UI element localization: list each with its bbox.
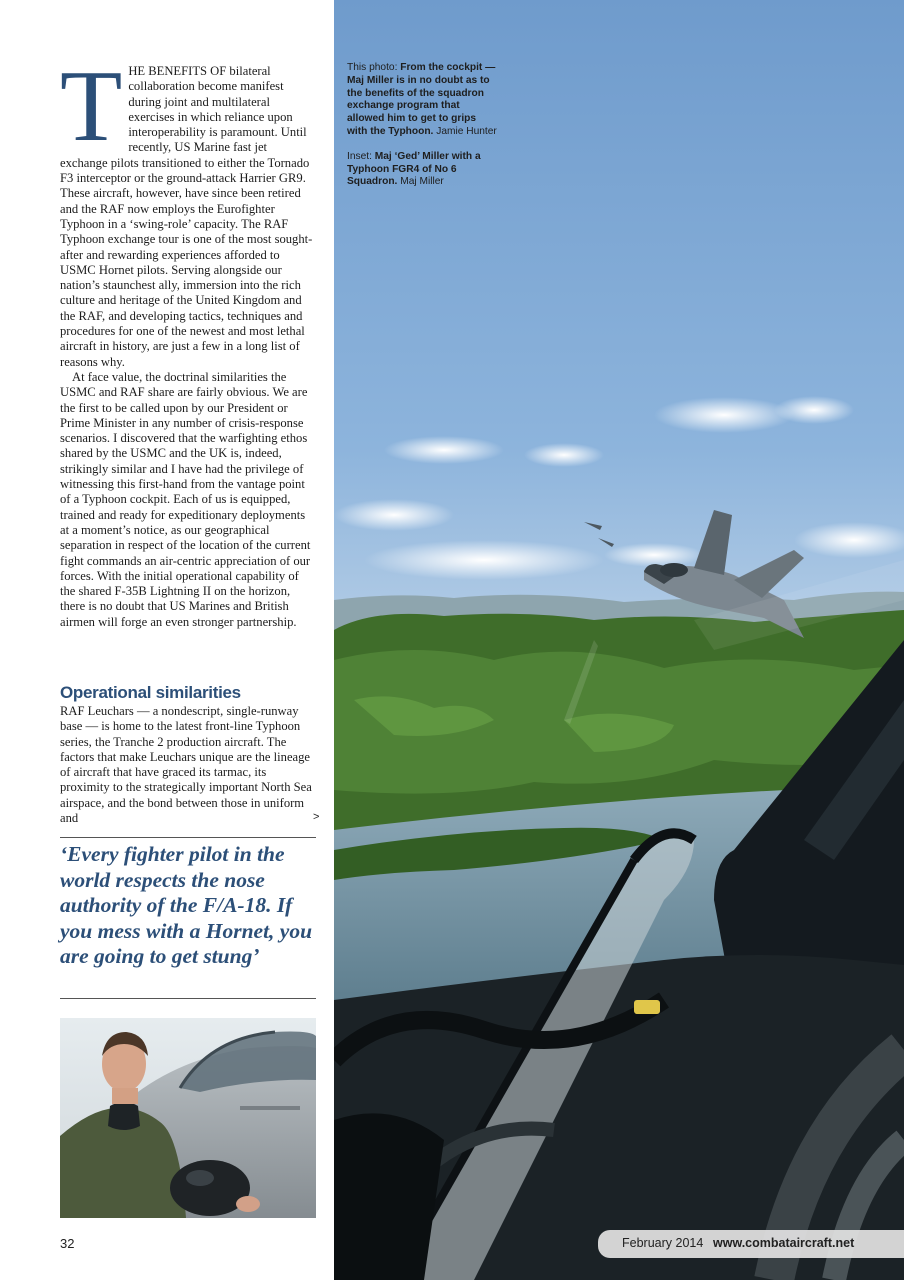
photo-captions xyxy=(347,62,497,201)
inset-photo-caption xyxy=(347,151,497,189)
inset-caption-credit: Maj Miller xyxy=(397,176,444,188)
pullquote-top-rule xyxy=(60,837,316,838)
main-photo-caption xyxy=(347,62,497,139)
drop-cap: T xyxy=(60,50,123,163)
paragraph-3: RAF Leuchars — a nondescript, single-runway base — is home to the latest front-line Typhoon series, the Tranche 2 production aircraft. The factors that make Leuchars unique are the lineage of aircraft that have graced its tarmac, its proximity to the strategically important North Sea airspace, and the bond between those in uniform and xyxy=(60,704,312,826)
inset-caption-prefix: Inset: xyxy=(347,150,375,162)
caption-prefix: This photo: xyxy=(347,62,401,73)
pilot-portrait-image xyxy=(60,1018,316,1218)
paragraph-1 xyxy=(60,50,316,370)
paragraph-1-text: bilateral collaboration become manifest during joint and multilateral exercises in which reliance upon interoperability is paramount. Until recently, US Marine fast jet exchange pilots transitioned to either the Tornado F3 interceptor or the ground-attack Harrier GR9. These aircraft, however, have since been retired and the RAF now employs the Eurofighter Typhoon in a ‘swing-role’ capacity. The RAF Typhoon exchange tour is one of the most sought-after and rewarding experiences afforded to USMC Hornet pilots. Serving alongside our nation’s staunchest ally, immersion into the rich culture and heritage of the United Kingdom and the RAF, and developing tactics, techniques and procedures for one of the newest and most lethal aircraft in history, are just a few in a long list of reasons why. xyxy=(60,64,313,369)
article-body-continued xyxy=(60,704,316,826)
paragraph-2: At face value, the doctrinal similarities the USMC and RAF share are fairly obvious. We are the first to be called upon by our President or Prime Minister in any number of crisis-response scenarios. I discovered that the warfighting ethos shared by the USMC and the UK is, indeed, strikingly similar and I have had the privilege of witnessing this first-hand from the vantage point of a Typhoon cockpit. Each of us is equipped, trained and ready for expeditionary deployments at a moment’s notice, as our geographical separation in respect of the location of the current fight commands an air-centric appreciation of our forces. With the initial operational capability of the shared F-35B Lightning II on the horizon, there is no doubt that US Marines and British airmen will forge an even stronger partnership. xyxy=(60,369,311,629)
caption-credit: Jamie Hunter xyxy=(433,125,497,137)
subheading: Operational similarities xyxy=(60,683,241,702)
pullquote-bottom-rule xyxy=(60,998,316,999)
inset-caption-bold: Maj ‘Ged’ Miller with a Typhoon FGR4 of No 6 Squadron. xyxy=(347,150,481,188)
pull-quote: ‘Every fighter pilot in the world respects the nose authority of the F/A-18. If you mess with a Hornet, you are going to get stung’ xyxy=(60,842,313,969)
text-column xyxy=(0,0,334,1280)
page-number: 32 xyxy=(60,1236,75,1251)
footer-website-link[interactable]: www.combataircraft.net xyxy=(713,1236,855,1250)
continue-marker: > xyxy=(313,811,320,823)
footer-date: February 2014 xyxy=(622,1236,704,1250)
article-body xyxy=(60,50,316,630)
caption-bold: From the cockpit — Maj Miller is in no doubt as to the benefits of the squadron exchange program that allowed him to get to grips with the Typhoon. xyxy=(347,62,496,137)
inset-photo-pilot xyxy=(60,1018,316,1218)
lead-in-caps: HE BENEFITS OF xyxy=(128,64,227,78)
